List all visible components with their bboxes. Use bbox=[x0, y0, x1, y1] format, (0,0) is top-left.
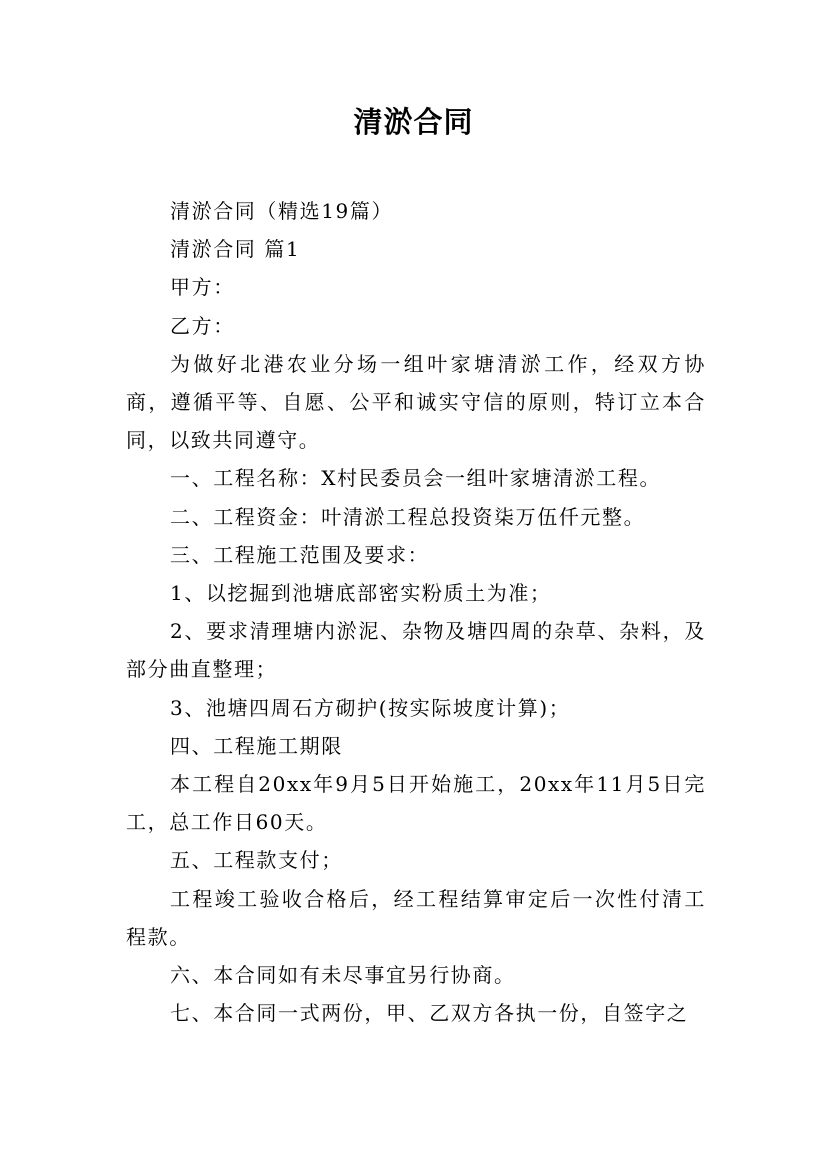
schedule-paragraph: 本工程自20xx年9月5日开始施工，20xx年11月5日完工，总工作日60天。 bbox=[126, 772, 706, 835]
section-heading: 清淤合同 篇1 bbox=[170, 237, 301, 262]
clause-negotiation: 六、本合同如有未尽事宜另行协商。 bbox=[170, 963, 516, 988]
clause-scope-heading: 三、工程施工范围及要求： bbox=[170, 542, 430, 567]
document-title: 清淤合同 bbox=[353, 105, 474, 139]
clause-project-name: 一、工程名称：X村民委员会一组叶家塘清淤工程。 bbox=[170, 466, 662, 491]
party-b-line: 乙方： bbox=[170, 313, 235, 338]
scope-item-1: 1、以挖掘到池塘底部密实粉质土为准； bbox=[170, 581, 552, 606]
preamble-paragraph: 为做好北港农业分场一组叶家塘清淤工作，经双方协商，遵循平等、自愿、公平和诚实守信的原则，特订立本合同，以致共同遵守。 bbox=[126, 351, 706, 453]
clause-payment-heading: 五、工程款支付； bbox=[170, 848, 343, 873]
document-body bbox=[126, 192, 706, 1032]
clause-project-funds: 二、工程资金：叶清淤工程总投资柒万伍仟元整。 bbox=[170, 504, 646, 529]
payment-paragraph: 工程竣工验收合格后，经工程结算审定后一次性付清工程款。 bbox=[126, 886, 706, 949]
party-a-line: 甲方： bbox=[170, 275, 235, 300]
clause-schedule-heading: 四、工程施工期限 bbox=[170, 733, 343, 758]
scope-item-3: 3、池塘四周石方砌护(按实际坡度计算)； bbox=[170, 695, 571, 720]
clause-copies: 七、本合同一式两份，甲、乙双方各执一份，自签字之 bbox=[170, 1001, 689, 1026]
subtitle-paragraph: 清淤合同（精选19篇） bbox=[170, 199, 394, 223]
scope-item-2: 2、要求清理塘内淤泥、杂物及塘四周的杂草、杂料，及部分曲直整理； bbox=[126, 619, 706, 682]
